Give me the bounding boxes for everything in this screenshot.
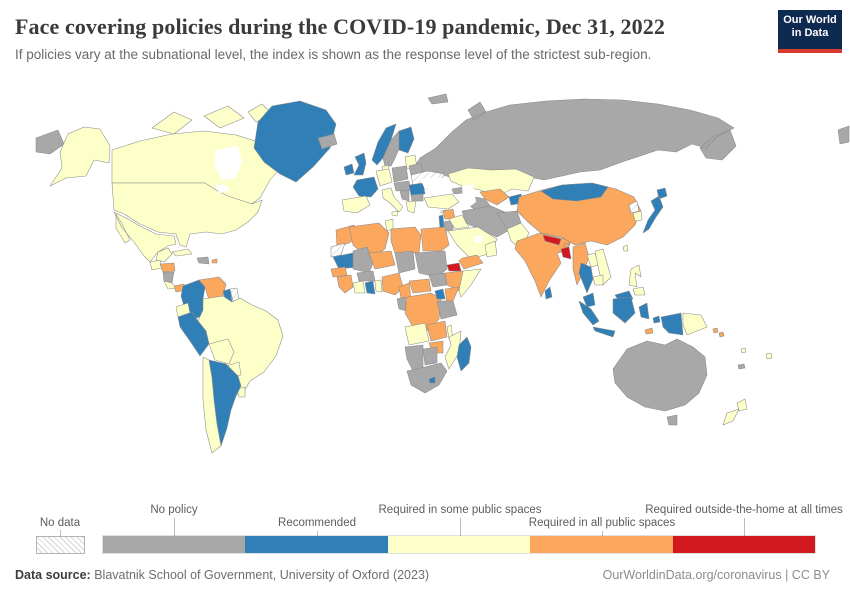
country-uk[interactable] — [354, 153, 366, 175]
owid-logo-line2: in Data — [791, 27, 829, 39]
country-greece[interactable] — [406, 201, 416, 213]
country-bhutan[interactable] — [564, 243, 569, 247]
country-somalia[interactable] — [459, 269, 481, 297]
legend-segment-no-policy[interactable] — [103, 536, 245, 553]
country-south-sudan[interactable] — [429, 273, 447, 287]
country-guinea[interactable] — [337, 275, 353, 293]
country-egypt[interactable] — [421, 227, 449, 251]
owid-logo[interactable] — [778, 10, 842, 53]
country-canada-arctic2[interactable] — [204, 106, 244, 128]
legend-label-no-data: No data — [39, 517, 81, 529]
country-tanzania[interactable] — [437, 301, 457, 319]
country-germany[interactable] — [376, 169, 392, 186]
attribution-link[interactable]: OurWorldinData.org/coronavirus | CC BY — [602, 568, 830, 582]
country-new-zealand[interactable] — [723, 399, 747, 425]
country-libya[interactable] — [391, 227, 421, 253]
country-ghana[interactable] — [365, 281, 375, 294]
country-ivory-coast[interactable] — [353, 281, 365, 293]
owid-logo-line1: Our World — [783, 14, 837, 26]
country-senegal[interactable] — [331, 267, 347, 277]
country-uganda[interactable] — [435, 289, 445, 299]
country-ireland[interactable] — [344, 164, 354, 175]
country-cuba[interactable] — [172, 249, 192, 256]
country-togo-benin[interactable] — [375, 280, 382, 292]
country-cambodia[interactable] — [593, 275, 603, 285]
country-hispaniola[interactable] — [197, 257, 209, 264]
country-new-caledonia[interactable] — [738, 364, 745, 369]
world-map — [0, 88, 850, 500]
country-eritrea[interactable] — [447, 263, 461, 271]
country-france[interactable] — [353, 177, 378, 197]
legend-label-required-all: Required in all public spaces — [528, 517, 676, 529]
footer — [15, 568, 835, 582]
country-thailand[interactable] — [579, 263, 593, 293]
legend-segment-recommended[interactable] — [245, 536, 387, 553]
country-australia-tasmania[interactable] — [667, 415, 677, 425]
country-sri-lanka[interactable] — [545, 287, 552, 299]
country-central-europe[interactable] — [394, 181, 411, 191]
legend-segment-required-all[interactable] — [530, 536, 672, 553]
country-papua-new-guinea[interactable] — [683, 313, 707, 335]
country-honduras[interactable] — [160, 263, 175, 272]
country-taiwan[interactable] — [623, 245, 628, 251]
legend-segment-required-outside-home[interactable] — [673, 536, 815, 553]
country-yemen[interactable] — [458, 255, 483, 269]
legend-label-required-outside-home: Required outside-the-home at all times — [645, 504, 843, 516]
country-chad[interactable] — [395, 251, 415, 273]
country-poland[interactable] — [392, 166, 408, 182]
data-source-prefix: Data source: — [15, 568, 91, 582]
country-south-korea[interactable] — [633, 211, 642, 221]
country-spain[interactable] — [342, 196, 370, 213]
country-botswana[interactable] — [423, 347, 437, 365]
legend-tick — [174, 518, 175, 536]
country-angola[interactable] — [405, 323, 429, 345]
legend-segment-required-some[interactable] — [388, 536, 530, 553]
legend-label-required-some: Required in some public spaces — [378, 504, 542, 516]
country-philippines[interactable] — [629, 265, 645, 295]
country-italy[interactable] — [382, 188, 403, 216]
legend-label-no-policy: No policy — [150, 504, 198, 516]
country-fiji[interactable] — [766, 353, 772, 359]
country-canada-arctic1[interactable] — [152, 112, 192, 134]
country-finland[interactable] — [399, 127, 414, 153]
country-bulgaria[interactable] — [411, 194, 423, 201]
legend-no-data-swatch[interactable] — [36, 536, 85, 554]
page-title: Face covering policies during the COVID-19 pandemic, Dec 31, 2022 — [15, 14, 665, 39]
country-central-african-republic[interactable] — [409, 279, 431, 293]
country-solomon-islands[interactable] — [713, 328, 724, 337]
country-japan[interactable] — [643, 188, 667, 233]
page-subtitle: If policies vary at the subnational level, the index is shown as the response level of the strictest sub-region. — [15, 47, 652, 62]
data-source-text: Blavatnik School of Government, University of Oxford (2023) — [90, 568, 430, 582]
legend-tick — [744, 518, 745, 536]
country-balkans[interactable] — [400, 190, 409, 201]
country-vanuatu[interactable] — [741, 348, 746, 353]
country-india[interactable] — [515, 233, 571, 297]
legend-tick — [460, 518, 461, 536]
country-bangladesh[interactable] — [561, 247, 571, 259]
country-puerto-rico[interactable] — [212, 259, 217, 263]
country-burkina-faso[interactable] — [357, 271, 375, 281]
legend-colorbar — [103, 536, 815, 553]
legend-label-recommended: Recommended — [278, 517, 356, 529]
country-svalbard[interactable] — [428, 94, 448, 104]
country-timor[interactable] — [645, 328, 653, 334]
country-turkey[interactable] — [424, 194, 459, 209]
country-namibia[interactable] — [405, 345, 423, 371]
country-australia[interactable] — [613, 339, 707, 411]
country-niger[interactable] — [369, 251, 395, 269]
country-romania[interactable] — [409, 183, 425, 195]
